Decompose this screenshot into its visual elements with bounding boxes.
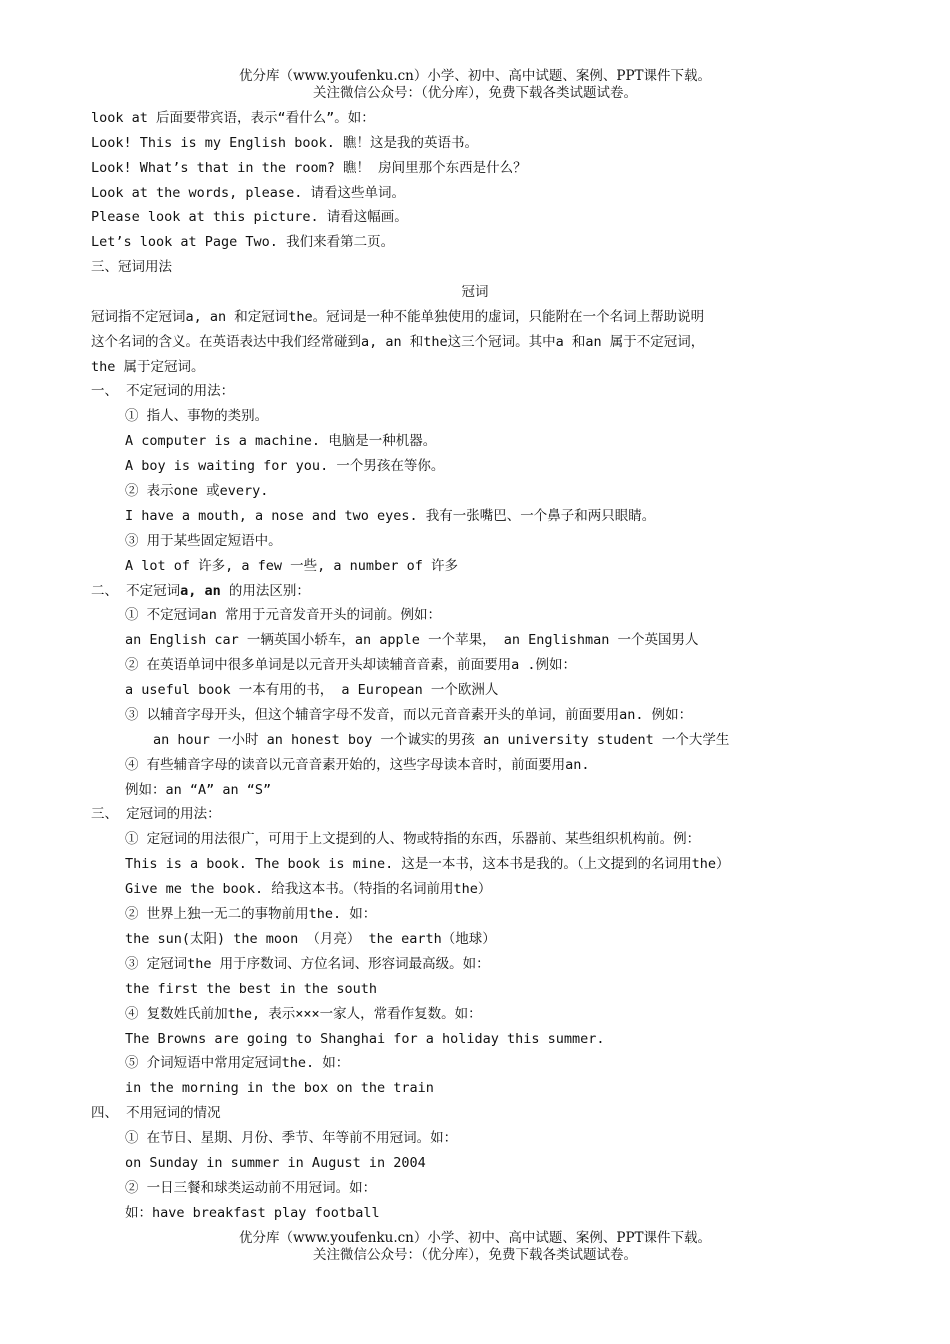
- footer-line-2: 关注微信公众号：（优分库），免费下载各类试题试卷。: [313, 1247, 637, 1263]
- body-line: ③ 以辅音字母开头，但这个辅音字母不发音，而以元音音素开头的单词，前面要用an. 例如：: [125, 707, 693, 723]
- section-heading: 三、冠词用法: [91, 259, 172, 275]
- body-line: This is a book. The book is mine. 这是一本书，这本书是我的。（上文提到的名词用the）: [125, 856, 730, 872]
- body-line: Give me the book. 给我这本书。（特指的名词前用the）: [125, 881, 492, 897]
- header-line-2: 关注微信公众号：（优分库），免费下载各类试题试卷。: [313, 85, 637, 101]
- body-line: ① 不定冠词an 常用于元音发音开头的词前。例如：: [125, 607, 442, 623]
- body-line: ① 指人、事物的类别。: [125, 408, 269, 424]
- body-line: ④ 有些辅音字母的读音以元音音素开始的，这些字母读本音时，前面要用an.: [125, 757, 590, 773]
- body-line: 如：have breakfast play football: [125, 1205, 380, 1221]
- body-line: the first the best in the south: [125, 981, 377, 997]
- page-header: [0, 68, 950, 102]
- subsection-heading: 三、 定冠词的用法：: [91, 806, 221, 822]
- footer-line-1: 优分库（www.youfenku.cn）小学、初中、高中试题、案例、PPT课件下载。: [238, 1230, 712, 1246]
- body-line: an English car 一辆英国小轿车，an apple 一个苹果， an Englishman 一个英国男人: [125, 632, 699, 648]
- body-line: ② 一日三餐和球类运动前不用冠词。如：: [125, 1180, 377, 1196]
- body-line: ③ 用于某些固定短语中。: [125, 533, 282, 549]
- body-line: ⑤ 介词短语中常用定冠词the. 如：: [125, 1055, 350, 1071]
- body-line: 冠词指不定冠词a, an 和定冠词the。冠词是一种不能单独使用的虚词，只能附在一个名词上帮助说明: [91, 309, 705, 325]
- body-line: Look! What’s that in the room? 瞧！ 房间里那个东西是什么？: [91, 160, 527, 176]
- body-line: ③ 定冠词the 用于序数词、方位名词、形容词最高级。如：: [125, 956, 490, 972]
- heading-text: 二、 不定冠词: [91, 583, 181, 599]
- body-line: a useful book 一本有用的书， a European 一个欧洲人: [125, 682, 499, 698]
- centered-title: 冠词: [461, 284, 489, 300]
- body-line: in the morning in the box on the train: [125, 1080, 434, 1096]
- body-line: 例如：an “A” an “S”: [125, 782, 272, 798]
- body-line: the sun(太阳) the moon （月亮） the earth（地球）: [125, 931, 496, 947]
- body-line: look at 后面要带宾语，表示“看什么”。如：: [91, 110, 375, 126]
- body-line: ④ 复数姓氏前加the, 表示×××一家人，常看作复数。如：: [125, 1006, 482, 1022]
- body-line: ② 在英语单词中很多单词是以元音开头却读辅音音素，前面要用a .例如：: [125, 657, 577, 673]
- body-line: ② 表示one 或every.: [125, 483, 269, 499]
- body-line: ① 定冠词的用法很广，可用于上文提到的人、物或特指的东西，乐器前、某些组织机构前。例：: [125, 831, 701, 847]
- body-line: Look at the words, please. 请看这些单词。: [91, 185, 405, 201]
- header-line-1: 优分库（www.youfenku.cn）小学、初中、高中试题、案例、PPT课件下载。: [238, 68, 712, 84]
- body-line: 这个名词的含义。在英语表达中我们经常碰到a, an 和the这三个冠词。其中a 和an 属于不定冠词，: [91, 334, 705, 350]
- heading-text: 的用法区别：: [220, 583, 310, 599]
- body-line: A lot of 许多, a few 一些, a number of 许多: [125, 558, 458, 574]
- page-footer: [0, 1230, 950, 1264]
- body-line: Please look at this picture. 请看这幅画。: [91, 209, 408, 225]
- body-line: ① 在节日、星期、月份、季节、年等前不用冠词。如：: [125, 1130, 458, 1146]
- body-line: Look! This is my English book. 瞧！这是我的英语书。: [91, 135, 478, 151]
- body-line: the 属于定冠词。: [91, 359, 205, 375]
- body-line: The Browns are going to Shanghai for a holiday this summer.: [125, 1031, 605, 1047]
- body-line: an hour 一小时 an honest boy 一个诚实的男孩 an university student 一个大学生: [153, 732, 730, 748]
- body-line: I have a mouth, a nose and two eyes. 我有一张嘴巴、一个鼻子和两只眼睛。: [125, 508, 656, 524]
- subsection-heading: [91, 581, 310, 601]
- body-line: A boy is waiting for you. 一个男孩在等你。: [125, 458, 445, 474]
- body-line: on Sunday in summer in August in 2004: [125, 1155, 426, 1171]
- subsection-heading: 四、 不用冠词的情况: [91, 1105, 221, 1121]
- bold-term: a, an: [180, 583, 221, 599]
- body-line: ② 世界上独一无二的事物前用the. 如：: [125, 906, 377, 922]
- body-line: Let’s look at Page Two. 我们来看第二页。: [91, 234, 395, 250]
- subsection-heading: 一、 不定冠词的用法：: [91, 383, 235, 399]
- body-line: A computer is a machine. 电脑是一种机器。: [125, 433, 437, 449]
